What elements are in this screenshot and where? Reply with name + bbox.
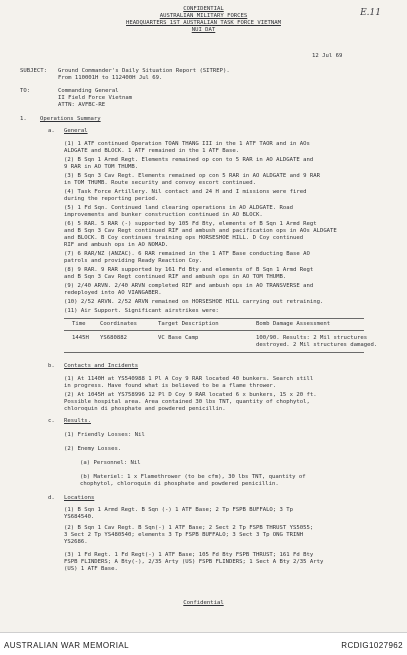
item-line: in TOM THUMB. Route security and convoy escort continued.	[64, 180, 256, 186]
item-line: improvements and bunker construction continued in AO BLOCK.	[64, 212, 263, 218]
contact-line: in progress. Have found what is believed to be a flame thrower.	[64, 383, 277, 389]
location-line: (1) B Sqn 1 Armd Regt. B Sqn (-) 1 ATF Base; 2 Tp FSPB BUFFALO; 3 Tp	[64, 507, 294, 513]
table-cell-time: 1445H	[72, 335, 89, 341]
results-line: (b) Materiel: 1 x Flamethrower (to be cfm), 30 lbs TNT, quantity of	[80, 474, 306, 480]
item-line: (4) Task Force Artillery. Nil contact and 24 H and I missions were fired	[64, 189, 307, 195]
contact-line: chloroquin di phosphate and powdered penicillin.	[64, 406, 226, 412]
contact-line: (2) At 1045H at YS758996 12 Pl D Coy 9 RAR located 6 x bunkers, 15 x 20 ft.	[64, 392, 317, 398]
table-rule-mid	[64, 330, 364, 331]
para-a-title: General	[64, 128, 88, 134]
location-line: (US) 1 ATF Base.	[64, 566, 118, 572]
table-cell-bda-cont: destroyed. 2 Mil structures damaged.	[256, 342, 378, 348]
org-line-2: HEADQUARTERS 1ST AUSTRALIAN TASK FORCE VIETNAM	[126, 20, 281, 26]
item-line: during the reporting period.	[64, 196, 159, 202]
item-line: (10) 2/52 ARVN. 2/52 ARVN remained on HORSESHOE HILL carrying out retraining.	[64, 299, 324, 305]
subject-line-2: From 110001H to 112400H Jul 69.	[58, 75, 163, 81]
location-line: (2) B Sqn 1 Cav Regt. B Sqn(-) 1 ATF Base; 2 Sect 2 Tp FSPB THRUST YS5055;	[64, 525, 314, 531]
location-line: YS2686.	[64, 539, 88, 545]
item-line: (3) B Sqn 3 Cav Regt. Elements remained op con 5 RAR in AO ALDGATE and 9 RAR	[64, 173, 320, 179]
table-header-bda: Bomb Damage Assessment	[256, 321, 331, 327]
item-line: (1) 1 ATF continued Operation TOAN THANG III in the 1 ATF TAOR and in AOs	[64, 141, 310, 147]
table-rule-top	[64, 318, 364, 319]
results-line: (a) Personnel: Nil	[80, 460, 141, 466]
item-line: (7) 6 RAR/NZ (ANZAC). 6 RAR remained in the 1 ATF Base conducting Base AO	[64, 251, 310, 257]
to-label: TO:	[20, 88, 31, 94]
para-d-label: d.	[48, 495, 55, 501]
item-line: (2) B Sqn 1 Armd Regt. Elements remained op con to 5 RAR in AO ALDGATE and	[64, 157, 314, 163]
footer-right: RCDIG1027962	[341, 641, 403, 650]
table-header-coords: Coordinates	[100, 321, 138, 327]
subject-line-1: Ground Commander's Daily Situation Report (SITREP).	[58, 68, 230, 74]
item-line: 9 RAR in AO TOM THUMB.	[64, 164, 139, 170]
org-line-3: NUI DAT	[191, 27, 216, 33]
table-header-target: Target Description	[158, 321, 219, 327]
to-line-3: ATTN: AVFBC-RE	[58, 102, 106, 108]
results-line: (2) Enemy Losses.	[64, 446, 122, 452]
item-line: and BLOCK. B Coy continues training ops HORSESHOE HILL. D Coy continued	[64, 235, 304, 241]
item-line: patrols and providing Ready Reaction Coy.	[64, 258, 203, 264]
item-line: ALDGATE and BLOCK. 1 ATF remained in the 1 ATF Base.	[64, 148, 240, 154]
results-line: chophytol, chloroquin di phosphate and powdered penicillin.	[80, 481, 279, 487]
location-line: YS684540.	[64, 514, 95, 520]
archive-footer	[0, 632, 407, 655]
report-date: 12 Jul 69	[312, 53, 343, 59]
item-line: RIF and ambush ops in AO NOMAD.	[64, 242, 169, 248]
para-b-title: Contacts and Incidents	[64, 363, 139, 369]
table-rule-bottom	[64, 352, 364, 353]
table-header-time: Time	[72, 321, 86, 327]
contact-line: (1) At 1140H at YS540988 1 Pl A Coy 9 RAR located 40 bunkers. Search still	[64, 376, 314, 382]
to-line-1: Commanding General	[58, 88, 119, 94]
item-line: redeployed into AO VIANGABER.	[64, 290, 162, 296]
footer-classification: Confidential	[183, 600, 224, 606]
location-line: 3 Sect 2 Tp YS480540; elements 3 Tp FSPB BUFFALO; 3 Sect 3 Tp ONG TRINH	[64, 532, 304, 538]
item-line: (8) 9 RAR. 9 RAR supported by 161 Fd Bty and elements of B Sqn 1 Armd Regt	[64, 267, 314, 273]
table-cell-target: VC Base Camp	[158, 335, 199, 341]
classification-heading: CONFIDENTIAL	[183, 6, 224, 12]
para-a-label: a.	[48, 128, 55, 134]
item-line: and B Sqn 3 Cav Regt continued RIF and ambush and pacification ops in AOs ALDGATE	[64, 228, 337, 234]
section-title: Operations Summary	[40, 116, 101, 122]
org-line-1: AUSTRALIAN MILITARY FORCES	[159, 13, 248, 19]
item-line: (6) 5 RAR. 5 RAR (-) supported by 105 Fd Bty, elements of B Sqn 1 Armd Regt	[64, 221, 317, 227]
handwritten-ref: E.11	[360, 8, 381, 18]
location-line: (3) 1 Fd Regt. 1 Fd Regt(-) 1 ATF Base; 105 Fd Bty FSPB THRUST; 161 Fd Bty	[64, 552, 314, 558]
table-cell-bda: 100/90. Results: 2 Mil structures	[256, 335, 368, 341]
item-line: (11) Air Support. Significant airstrikes were:	[64, 308, 219, 314]
item-line: (5) 1 Fd Sqn. Continued land clearing operations in AO ALDGATE. Road	[64, 205, 294, 211]
contact-line: Possible hospital area. Area contained 30 lbs TNT, quantity of chophytol,	[64, 399, 310, 405]
section-number: 1.	[20, 116, 27, 122]
para-c-label: c.	[48, 418, 55, 424]
para-c-title: Results.	[64, 418, 91, 424]
footer-left: AUSTRALIAN WAR MEMORIAL	[4, 641, 129, 650]
para-d-title: Locations	[64, 495, 95, 501]
item-line: and B Sqn 3 Cav Regt continued RIF and ambush ops in AO TOM THUMB.	[64, 274, 287, 280]
location-line: FSPB FLINDERS; A Bty(-), 2/35 Arty (US) FSPB FLINDERS; 1 Sect A Bty 2/35 Arty	[64, 559, 324, 565]
results-line: (1) Friendly Losses: Nil	[64, 432, 145, 438]
para-b-label: b.	[48, 363, 55, 369]
subject-label: SUBJECT:	[20, 68, 47, 74]
to-line-2: II Field Force Vietnam	[58, 95, 133, 101]
table-cell-coords: YS680882	[100, 335, 127, 341]
item-line: (9) 2/40 ARVN. 2/40 ARVN completed RIF and ambush ops in AO TRANSVERSE and	[64, 283, 314, 289]
